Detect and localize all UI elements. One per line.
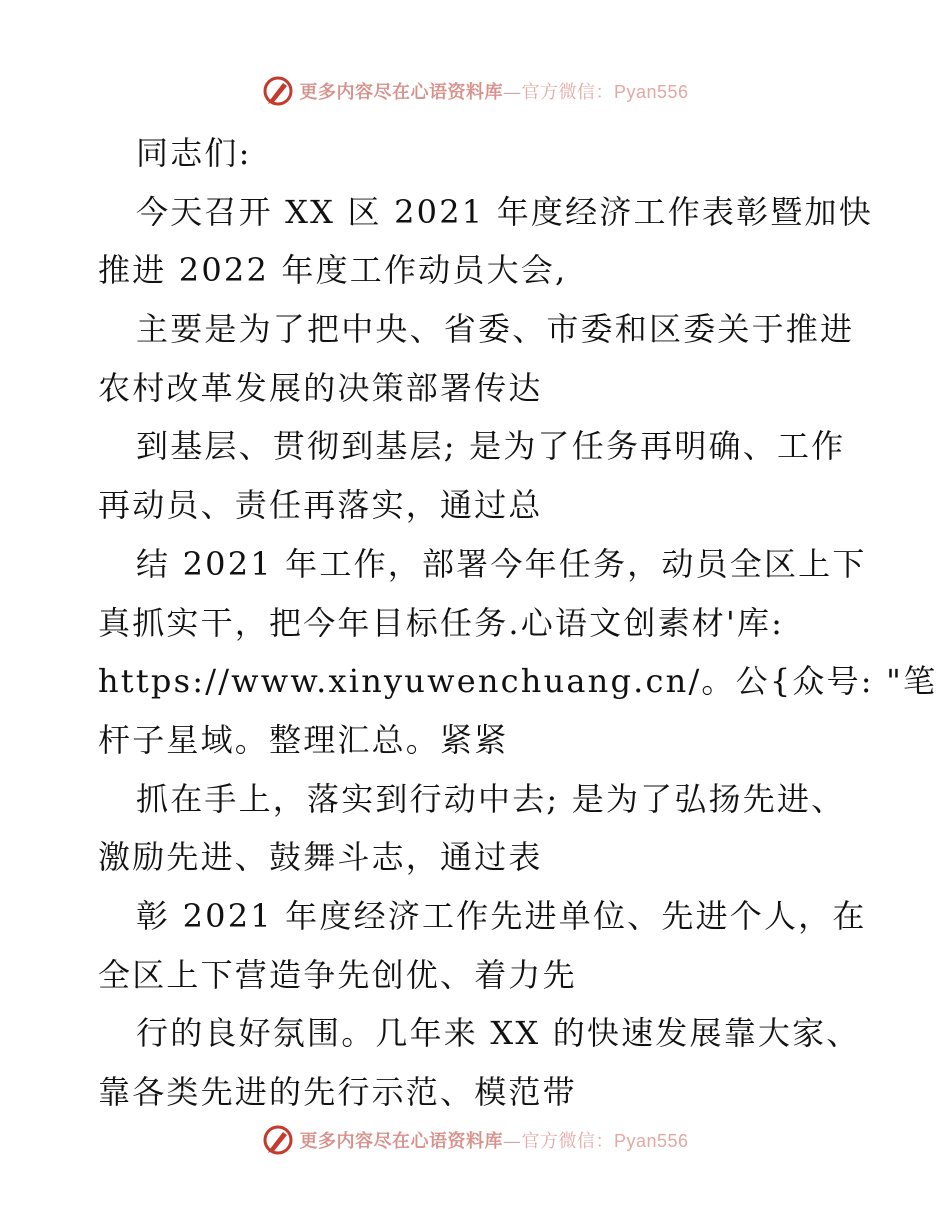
- body-line: 农村改革发展的决策部署传达: [98, 368, 543, 407]
- body-line: 结 2021 年工作，部署今年任务，动员全区上下: [136, 544, 867, 583]
- body-line: 推进 2022 年度工作动员大会,: [98, 251, 568, 290]
- body-line: 全区上下营造争先创优、着力先: [98, 955, 577, 994]
- body-line: https://www.xinyuwenchuang.cn/。公{众号: "笔: [98, 662, 938, 701]
- footer-banner: [0, 1120, 950, 1160]
- body-line: 到基层、贯彻到基层; 是为了任务再明确、工作: [136, 427, 846, 466]
- pen-logo-icon: [261, 1123, 295, 1157]
- header-banner-text: 更多内容尽在心语资料库—官方微信：Pyan556: [299, 82, 689, 103]
- body-line: 同志们:: [136, 134, 252, 172]
- footer-banner-text: 更多内容尽在心语资料库—官方微信：Pyan556: [299, 1131, 689, 1152]
- document-body: [98, 124, 938, 1122]
- body-line: 真抓实干，把今年目标任务.心语文创素材'库:: [98, 603, 785, 642]
- body-line: 行的良好氛围。几年来 XX 的快速发展靠大家、: [136, 1014, 861, 1053]
- body-line: 彰 2021 年度经济工作先进单位、先进个人，在: [136, 896, 867, 935]
- body-line: 杆子星域。整理汇总。紧紧: [98, 720, 509, 759]
- header-banner: [0, 71, 950, 111]
- pen-logo-icon: [261, 74, 295, 108]
- body-line: 靠各类先进的先行示范、模范带: [98, 1073, 577, 1111]
- body-line: 今天召开 XX 区 2021 年度经济工作表彰暨加快: [136, 192, 873, 231]
- body-line: 主要是为了把中央、省委、市委和区委关于推进: [136, 310, 855, 349]
- body-line: 再动员、责任再落实，通过总: [98, 486, 543, 525]
- body-line: 抓在手上，落实到行动中去; 是为了弘扬先进、: [136, 779, 846, 818]
- body-line: 激励先进、鼓舞斗志，通过表: [98, 838, 543, 877]
